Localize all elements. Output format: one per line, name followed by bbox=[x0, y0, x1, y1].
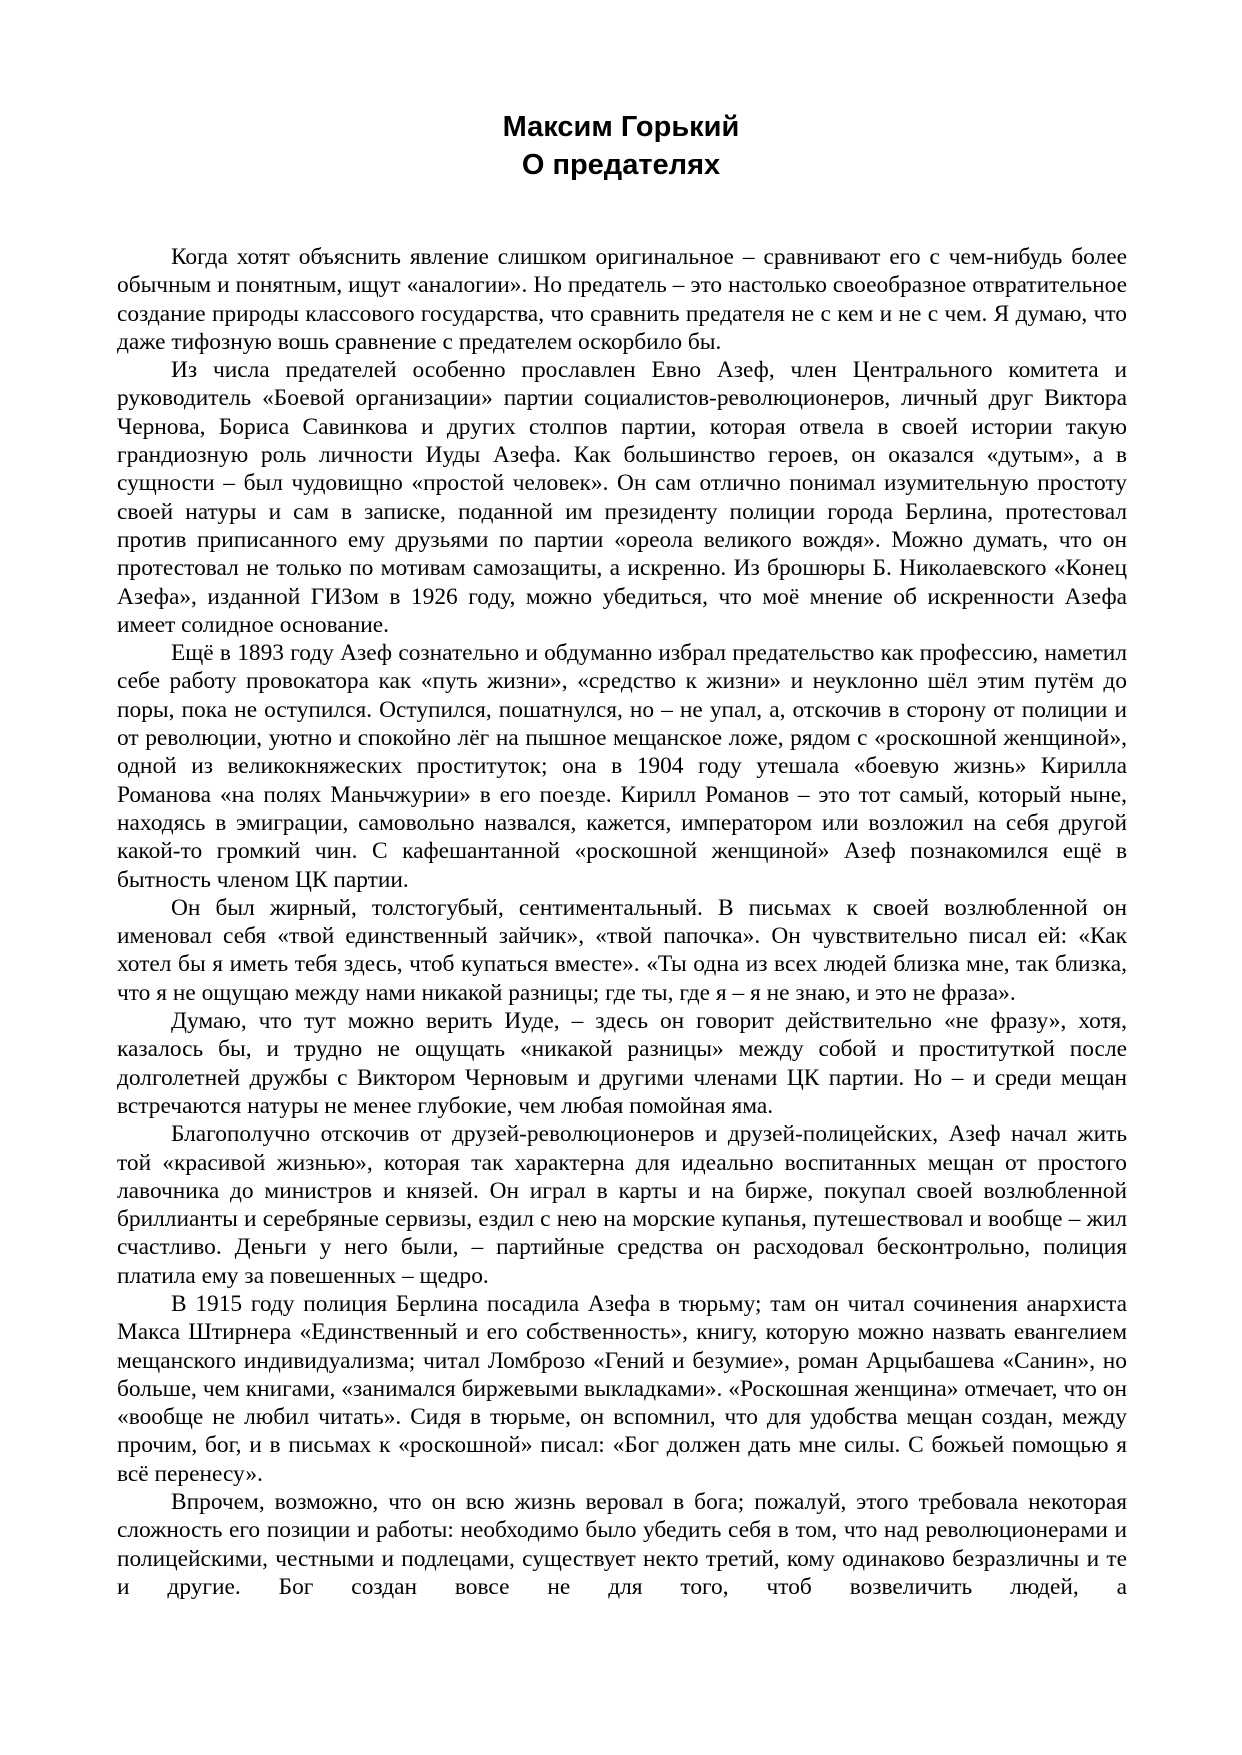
paragraph-7: В 1915 году полиция Берлина посадила Азефа в тюрьму; там он читал сочинения анархиста Макса Штирнера «Единственный и его собственность», книгу, которую можно назвать евангелием мещанского индивидуализма; читал Ломброзо «Гений и безумие», роман Арцыбашева «Санин», но больше, чем книгами, «занимался биржевыми выкладками». «Роскошная женщина» отмечает, что он «вообще не любил читать». Сидя в тюрьме, он вспомнил, что для удобства мещан создан, между прочим, бог, и в письмах к «роскошной» писал: «Бог должен дать мне силы. С божьей помощью я всё перенесу». bbox=[117, 1290, 1127, 1487]
author-name: Максим Горький bbox=[502, 111, 740, 143]
paragraph-8: Впрочем, возможно, что он всю жизнь веровал в бога; пожалуй, этого требовала некоторая сложность его позиции и работы: необходимо было убедить себя в том, что над революционерами и полицейскими, честными и подлецами, существует некто третий, кому одинаково безразличны и те и другие. Бог создан вовсе не для того, чтоб возвеличить людей, а bbox=[117, 1489, 1127, 1600]
paragraph-2: Из числа предателей особенно прославлен Евно Азеф, член Центрального комитета и руководитель «Боевой организации» партии социалистов-революционеров, личный друг Виктора Чернова, Бориса Савинкова и других столпов партии, которая отвела в своей истории такую грандиозную роль личности Иуды Азефа. Как большинство героев, он оказался «дутым», а в сущности – был чудовищно «простой человек». Он сам отлично понимал изумительную простоту своей натуры и сам в записке, поданной им президенту полиции города Берлина, протестовал против приписанного ему друзьями по партии «ореола великого вождя». Можно думать, что он протестовал не только по мотивам самозащиты, а искренно. Из брошюры Б. Николаевского «Конец Азефа», изданной ГИЗом в 1926 году, можно убедиться, что моё мнение об искренности Азефа имеет солидное основание. bbox=[117, 357, 1127, 638]
paragraph-4: Он был жирный, толстогубый, сентиментальный. В письмах к своей возлюбленной он именовал себя «твой единственный зайчик», «твой папочка». Он чувствительно писал ей: «Как хотел бы я иметь тебя здесь, чтоб купаться вместе». «Ты одна из всех людей близка мне, так близка, что я не ощущаю между нами никакой разницы; где ты, где я – я не знаю, и это не фраза». bbox=[117, 894, 1127, 1006]
paragraph-3: Ещё в 1893 году Азеф сознательно и обдуманно избрал предательство как профессию, наметил себе работу провокатора как «путь жизни», «средство к жизни» и неуклонно шёл этим путём до поры, пока не оступился. Оступился, пошатнулся, но – не упал, а, отскочив в сторону от полиции и от революции, уютно и спокойно лёг на пышное мещанское ложе, рядом с «роскошной женщиной», одной из великокняжеских проституток; она в 1904 году утешала «боевую жизнь» Кирилла Романова «на полях Маньчжурии» в его поезде. Кирилл Романов – это тот самый, который ныне, находясь в эмиграции, самовольно назвался, кажется, императором или возложил на себя другой какой-то громкий чин. С кафешантанной «роскошной женщиной» Азеф познакомился ещё в бытность членом ЦК партии. bbox=[117, 640, 1127, 893]
paragraph-5: Думаю, что тут можно верить Иуде, – здесь он говорит действительно «не фразу», хотя, казалось бы, и трудно не ощущать «никакой разницы» между собой и проституткой после долголетней дружбы с Виктором Черновым и другими членами ЦК партии. Но – и среди мещан встречаются натуры не менее глубокие, чем любая помойная яма. bbox=[117, 1008, 1127, 1119]
document-title: О предателях bbox=[521, 149, 721, 181]
paragraph-6: Благополучно отскочив от друзей-революционеров и друзей-полицейских, Азеф начал жить той «красивой жизнью», которая так характерна для идеально воспитанных мещан от простого лавочника до министров и князей. Он играл в карты и на бирже, покупал своей возлюбленной бриллианты и серебряные сервизы, ездил с нею на морские купанья, путешествовал и вообще – жил счастливо. Деньги у него были, – партийные средства он расходовал бесконтрольно, полиция платила ему за повешенных – щедро. bbox=[117, 1121, 1127, 1289]
document-body bbox=[117, 243, 1127, 1601]
document-header bbox=[0, 108, 1242, 184]
paragraph-1: Когда хотят объяснить явление слишком оригинальное – сравнивают его с чем-нибудь более обычным и понятным, ищут «аналогии». Но предатель – это настолько своеобразное отвратительное создание природы классового государства, что сравнить предателя не с кем и не с чем. Я думаю, что даже тифозную вошь сравнение с предателем оскорбило бы. bbox=[117, 244, 1127, 355]
